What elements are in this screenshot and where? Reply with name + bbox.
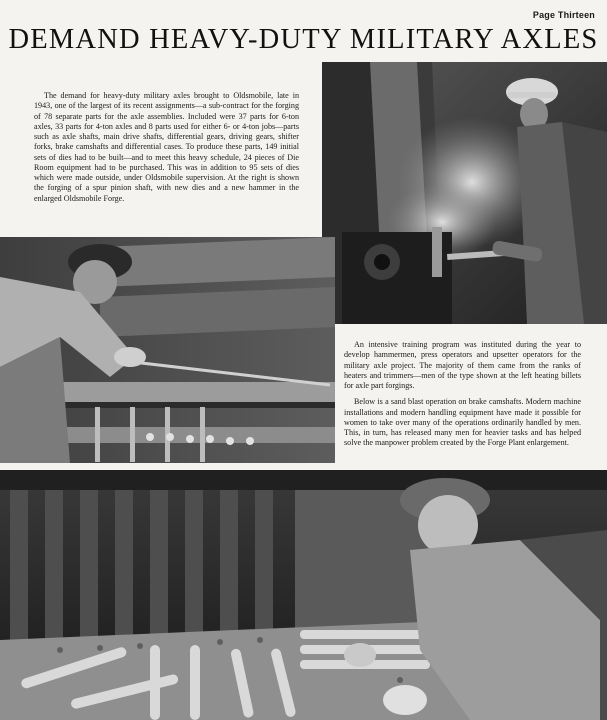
forging-spur-pinion-shaft-photo (322, 62, 607, 324)
page-number: Page Thirteen (532, 10, 595, 20)
intro-paragraph: The demand for heavy-duty military axles brought to Oldsmobile, late in 1943, one of the largest of its recent assignments—a sub-contract for the forging of 78 separate parts for the axle assemblies. Included were 37 parts for 6-ton axles, 33 parts for 4-ton axles and 8 parts used for either 6- or 4-ton jobs—parts such as axle shafts, main drive shafts, differential gears, driving gears, shifter forks, brake camshafts and differential cases. To produce these parts, 149 initial sets of dies had to be built—and to meet this heavy schedule, 24 pieces of Die Room equipment had to be purchased. This was in addition to 95 sets of dies which were made outside, under Oldsmobile supervision. At the right is shown the forging of a spur pinion shaft, with new dies and a new hammer in the enlarged Oldsmobile Forge. (34, 91, 299, 203)
page-headline: DEMAND HEAVY-DUTY MILITARY AXLES (8, 24, 599, 55)
sand-blast-caption: Below is a sand blast operation on brake camshafts. Modern machine installations and modern handling equipment have made it possible for women to take over many of the operations ordinarily handled by men. This, in turn, has released many men for heavier tasks and has helped solve the manpower problem created by the Forge Plant enlargement. (344, 397, 581, 448)
caption-block (344, 340, 581, 455)
training-caption: An intensive training program was instituted during the year to develop hammermen, press operators and upsetter operators for the military axle project. The majority of them came from the ranks of heaters and trimmers—men of the type shown at the left heating billets for axle part forgings. (344, 340, 581, 391)
worker-heating-billets-photo (0, 237, 335, 463)
woman-sand-blasting-camshafts-photo (0, 470, 607, 720)
